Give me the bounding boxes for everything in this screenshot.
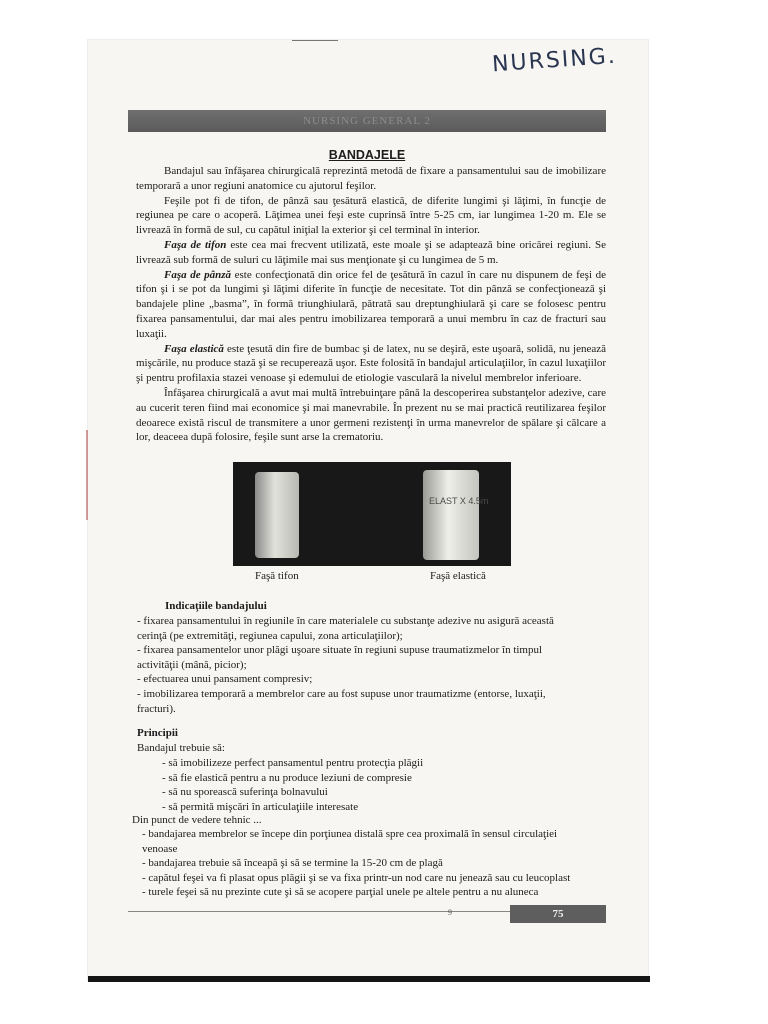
paragraph-4-text: este confecţionată din orice fel de ţesătură în cazul în care nu dispunem de feşi de tifon şi i se pot da lungimi şi lăţimi diferite în funcţie de necesitate. Tot din pânză se confecţionează şi bandajele pline „basma”, în formă triunghiulară, pătrată sau dreptunghiulară şi care se folosesc pentru fixarea pansamentului, dar mai ales pentru imobilizarea temporară a unui membru în caz de fracturi sau luxaţii. <box>136 268 606 340</box>
list-item: cerinţă (pe extremităţi, regiunea capului, zona articulaţiilor); <box>137 629 403 642</box>
page-title: BANDAJELE <box>328 148 406 162</box>
paragraph-2: Feşile pot fi de tifon, de pânză sau ţesătură elastică, de diferite lungimi şi lăţimi, în funcţie de regiunea pe care o acoperă. Lăţimea unei feşi este cuprinsă între 5-25 cm, iar lungimea 1-20 m. Ele se livrează în formă de sul, cu capătul iniţial la exterior şi cel terminal în interior. <box>136 194 606 237</box>
technical-list <box>142 827 608 900</box>
paragraph-3 <box>136 238 606 268</box>
paragraph-5 <box>136 342 606 386</box>
handwritten-note: NURSING. <box>491 43 618 78</box>
list-item: fracturi). <box>137 702 176 715</box>
paragraph-6: Înfăşarea chirurgicală a avut mai multă întrebuinţare până la descoperirea substanţelor adezive, care au cucerit teren fiind mai economice şi mai manevrabile. În prezent nu se mai practică reutilizarea feşilor deoarece există riscul de transmitere a unor germeni rezistenţi în urma manevrelor de spălare şi călcare a lor, deaceea după folosire, feşile sunt arse la crematoriu. <box>136 386 606 444</box>
top-divider <box>292 40 338 41</box>
list-item: venoase <box>142 842 178 855</box>
caption-elastic: Faşă elastică <box>430 570 486 582</box>
running-header: NURSING GENERAL 2 <box>128 110 606 132</box>
page-bottom-edge <box>88 976 650 982</box>
list-item: - să permită mişcări în articulaţiile interesate <box>162 800 359 813</box>
fasa-elastica-term: Faşa elastică <box>164 342 224 355</box>
margin-annotation <box>86 430 98 520</box>
elastic-roll-image <box>423 470 489 560</box>
intro-text <box>136 164 606 445</box>
list-item: - capătul feşei va fi plasat opus plăgii şi se va fixa printr-un nod care nu jenează sau cu leucoplast <box>142 871 571 884</box>
paragraph-1: Bandajul sau înfăşarea chirurgicală reprezintă metodă de fixare a pansamentului sau de imobilizare temporară a unor regiuni anatomice cu ajutorul feşilor. <box>136 165 606 192</box>
list-item: - să fie elastică pentru a nu produce leziuni de compresie <box>162 771 412 784</box>
list-item: activităţii (mână, picior); <box>137 658 247 671</box>
fasa-tifon-term: Faşa de tifon <box>164 238 227 251</box>
elastic-roll-label: ELAST X 4.5m <box>429 496 489 506</box>
bandage-photo <box>233 462 511 566</box>
paragraph-4 <box>136 268 606 342</box>
paragraph-3-text: este cea mai frecvent utilizată, este moale şi se adaptează bine oricărei regiuni. Se livrează sub formă de suluri cu lăţimile mai sus menţionate şi cu lungimea de 5 m. <box>136 238 606 266</box>
list-item: - turele feşei să nu prezinte cute şi să se acopere parţial unele pe altele pentru a nu aluneca <box>142 886 539 899</box>
gauze-roll-image <box>255 472 299 558</box>
list-item: - fixarea pansamentului în regiunile în care materialele cu substanţe adezive nu asigură această <box>137 615 554 627</box>
fasa-panza-term: Faşa de pânză <box>164 268 232 281</box>
list-item: - să nu sporească suferinţa bolnavului <box>162 786 328 799</box>
paragraph-5-text: este ţesută din fire de bumbac şi de latex, nu se deşiră, este uşoară, solidă, nu jenează mişcările, nu produce stază şi se recuperează uşor. Este folosită în bandajul articulaţiilor, în cazul luxaţiilor şi pentru profilaxia stazei venoase şi edemului de etiologie vasculară la nivelul membrelor inferioare. <box>136 342 606 385</box>
list-item: - bandajarea membrelor se începe din porţiunea distală spre cea proximală în sensul circulaţiei <box>142 828 558 840</box>
indications-heading: Indicaţiile bandajului <box>165 600 267 612</box>
indications-list <box>137 614 607 716</box>
list-item: - bandajarea trebuie să înceapă şi să se termine la 15-20 cm de plagă <box>142 857 443 870</box>
page-number: 75 <box>510 905 606 923</box>
principles-heading: Principii <box>137 727 178 739</box>
footer-mark: 9 <box>448 908 452 917</box>
technical-intro: Din punct de vedere tehnic ... <box>132 814 262 826</box>
principles-list <box>162 756 602 814</box>
list-item: - fixarea pansamentelor unor plăgi uşoare situate în regiuni supuse traumatizmelor în timpul <box>137 644 543 657</box>
footer-rule <box>128 911 510 912</box>
list-item: - să imobilizeze perfect pansamentul pentru protecţia plăgii <box>162 757 424 769</box>
caption-gauze: Faşă tifon <box>255 570 299 582</box>
principles-intro: Bandajul trebuie să: <box>137 742 225 754</box>
list-item: - efectuarea unui pansament compresiv; <box>137 673 313 686</box>
list-item: - imobilizarea temporară a membrelor care au fost supuse unor traumatizme (entorse, luxaţii, <box>137 687 546 700</box>
